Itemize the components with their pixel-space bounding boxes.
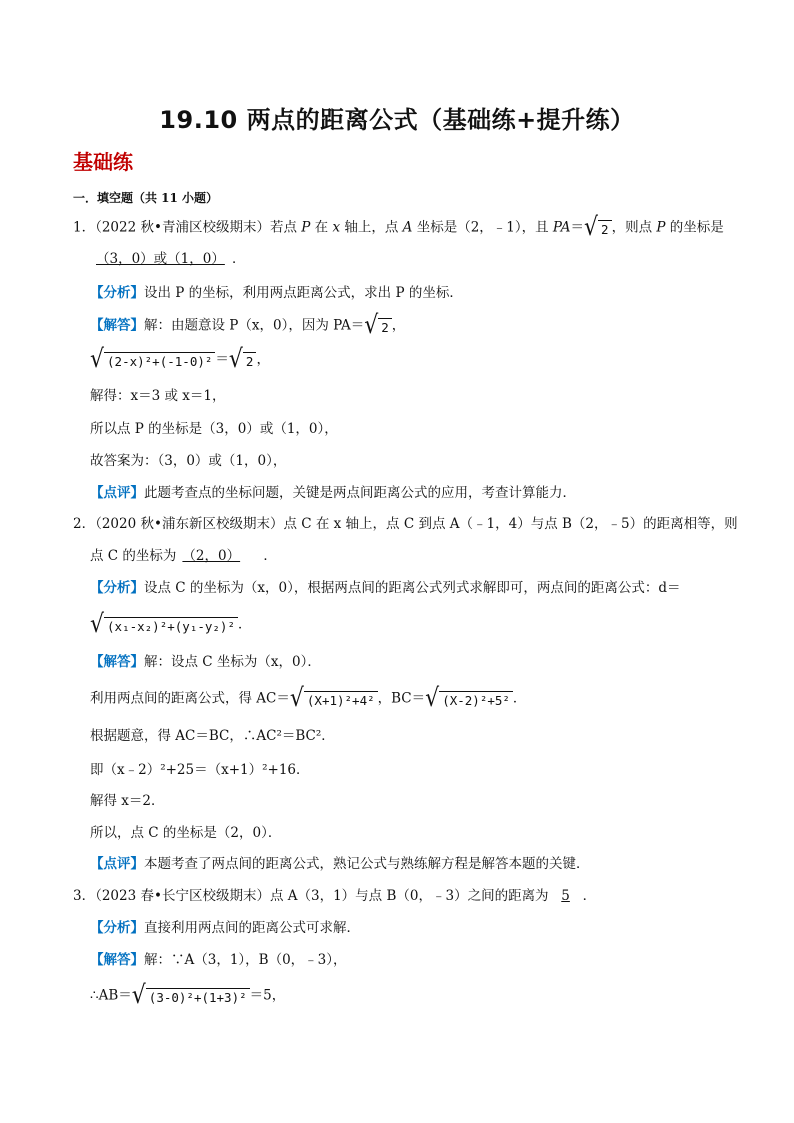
sqrt-expression: √ 2: [229, 349, 257, 371]
q3-analysis: 【分析】直接利用两点间的距离公式可求解．: [90, 920, 360, 936]
q1-step: 故答案为：（3，0）或（1，0），: [90, 453, 287, 469]
q2-step: 所以，点 C 的坐标是（2，0）．: [90, 825, 282, 841]
q2-step: 解得 x＝2．: [90, 793, 165, 809]
q2-comment: 【点评】本题考查了两点间的距离公式，熟记公式与熟练解方程是解答本题的关键．: [90, 856, 590, 872]
page-title: 19.10 两点的距离公式（基础练+提升练）: [159, 106, 635, 134]
q1-analysis: 【分析】设出 P 的坐标，利用两点距离公式，求出 P 的坐标．: [90, 285, 463, 301]
q2-analysis: 【分析】设点 C 的坐标为（x，0），根据两点间的距离公式列式求解即可，两点间的距离公式：d＝: [90, 580, 681, 596]
q1-solution: 【解答】解：由题意设 P（x，0），因为 PA＝ √ 2 ，: [90, 311, 406, 340]
q1-comment: 【点评】此题考查点的坐标问题，关键是两点间距离公式的应用，考查计算能力．: [90, 485, 576, 501]
q3-stem: 3．（2023 春•长宁区校级期末）点 A（3，1）与点 B（0，﹣3）之间的距离为 5 ．: [73, 888, 597, 904]
q2-step: 即（x﹣2）²+25＝（x+1）²+16．: [90, 762, 310, 778]
q2-step: 根据题意，得 AC＝BC，∴AC²＝BC²．: [90, 728, 335, 744]
sqrt-expression: √ (X-2)²+5²: [425, 688, 513, 710]
sqrt-expression: √ 2: [584, 217, 612, 239]
q1-step: 解得：x＝3 或 x＝1，: [90, 388, 226, 404]
q2-answer-line: 点 C 的坐标为 （2，0） ．: [90, 548, 277, 564]
q3-answer: 5: [561, 888, 570, 904]
q2-formula: √ (x₁-x₂)²+(y₁-y₂)² ．: [90, 610, 252, 639]
section-heading: 基础练: [73, 150, 133, 174]
q2-solution: 【解答】解：设点 C 坐标为（x，0）．: [90, 654, 321, 670]
q1-stem: 1．（2022 秋•青浦区校级期末）若点 P 在 x 轴上，点 A 坐标是（2，﹣1），且 PA＝ √ 2 ，则点 P 的坐标是: [73, 213, 724, 242]
q3-solution: 【解答】解：∵A（3，1），B（0，﹣3），: [90, 952, 347, 968]
sqrt-expression: √ 2: [364, 315, 392, 337]
sqrt-expression: √ (2-x)²+(-1-0)²: [90, 349, 215, 371]
q2-answer: （2，0）: [182, 548, 241, 564]
q1-answer: （3，0）或（1，0）: [96, 251, 225, 267]
q1-step: 所以点 P 的坐标是（3，0）或（1，0），: [90, 421, 338, 437]
q3-distance-line: ∴AB＝ √ (3-0)²+(1+3)² ＝5，: [90, 981, 286, 1010]
sqrt-expression: √ (X+1)²+4²: [290, 688, 378, 710]
q2-stem: 2．（2020 秋•浦东新区校级期末）点 C 在 x 轴上，点 C 到点 A（﹣1，4）与点 B（2，﹣5）的距离相等，则: [73, 516, 738, 532]
q2-distance-line: 利用两点间的距离公式，得 AC＝ √ (X+1)²+4² ，BC＝ √ (X-2)²+5² ．: [90, 684, 527, 713]
sqrt-expression: √ (x₁-x₂)²+(y₁-y₂)²: [90, 614, 238, 636]
q1-equation: √ (2-x)²+(-1-0)² ＝ √ 2 ，: [90, 345, 270, 374]
q1-answer-line: （3，0）或（1，0） ．: [90, 249, 246, 269]
sqrt-expression: √ (3-0)²+(1+3)²: [132, 985, 250, 1007]
part-heading: 一．填空题（共 11 小题）: [73, 191, 219, 205]
